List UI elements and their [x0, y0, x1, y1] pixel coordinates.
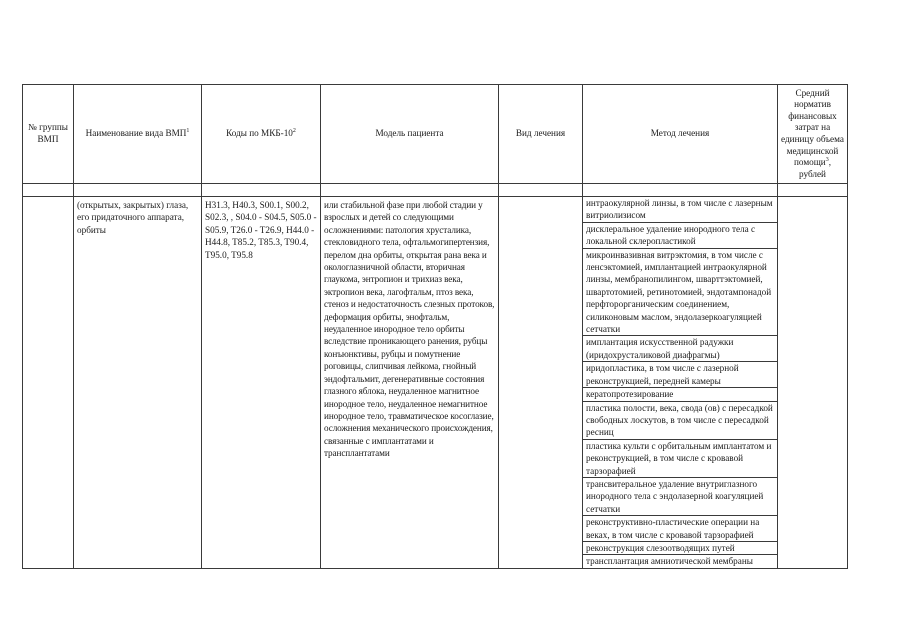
cell-treatment-methods: [583, 197, 778, 569]
method-item: кератопротезирование: [583, 388, 777, 401]
header-vmp-name: Наименование вида ВМП$^1$: [74, 85, 202, 184]
method-item: пластика культи с орбитальным имплантатом и реконструкцией, в том числе с кровавой тарзорафией: [583, 440, 777, 478]
header-treatment-type: Вид лечения: [499, 85, 583, 184]
method-item: трансвитеральное удаление внутриглазного инородного тела с эндолазерной коагуляцией сетчатки: [583, 478, 777, 516]
header-cost: Средний норматив финансовых затрат на единицу объема медицинской помощи$^3$, рублей: [778, 85, 848, 184]
cell-cost: [778, 197, 848, 569]
method-item: пластика полости, века, свода (ов) с пересадкой свободных лоскутов, в том числе с пересадкой ресниц: [583, 402, 777, 440]
header-icd-codes: Коды по МКБ-$10^2$: [202, 85, 321, 184]
method-item: иридопластика, в том числе с лазерной реконструкцией, передней камеры: [583, 362, 777, 388]
method-item: микроинвазивная витрэктомия, в том числе с ленсэктомией, имплантацией интраокулярной линзы, мембранопилингом, шварттэктомией, швартотомией, ретинотомией, эндотампонадой перфторорганическим соединением, силиконовым маслом, эндолазеркоагуляцией сетчатки: [583, 249, 777, 337]
method-item: реконструктивно-пластические операции на веках, в том числе с кровавой тарзорафией: [583, 516, 777, 542]
cell-patient-model: или стабильной фазе при любой стадии у взрослых и детей со следующими осложнениями: патология хрусталика, стекловидного тела, офтальмогипертензия, перелом дна орбиты, открытая рана века и окологлазничной области, вторичная глаукома, энтропион и трихиаз века, эктропион века, лагофтальм, птоз века, стеноз и недостаточность слезных протоков, деформация орбиты, энофтальм, неудаленное инородное тело орбиты вследствие проникающего ранения, рубцы конъюнктивы, рубцы и помутнение роговицы, слипчивая лейкома, гнойный эндофтальмит, дегенеративные состояния глазного яблока, неудаленное магнитное инородное тело, неудаленное немагнитное инородное тело, травматическое косоглазие, осложнения механического происхождения, связанные с имплантатами и трансплантатами: [321, 197, 499, 569]
method-item: дисклеральное удаление инородного тела с локальной склеропластикой: [583, 223, 777, 249]
header-row: [23, 85, 848, 184]
method-item: интраокулярной линзы, в том числе с лазерным витриолизисом: [583, 197, 777, 223]
cell-icd-codes: H31.3, H40.3, S00.1, S00.2, S02.3, , S04.0 - S04.5, S05.0 - S05.9, T26.0 - T26.9, H44.0 - H44.8, T85.2, T85.3, T90.4, T95.0, T95.8: [202, 197, 321, 569]
header-group-no: № группы ВМП: [23, 85, 74, 184]
method-item: трансплантация амниотической мембраны: [586, 556, 753, 567]
header-patient-model: Модель пациента: [321, 85, 499, 184]
method-item: имплантация искусственной радужки (иридохрусталиковой диафрагмы): [583, 336, 777, 362]
method-item: реконструкция слезоотводящих путей: [583, 542, 777, 555]
spacer-row: [23, 184, 848, 197]
cell-vmp-name: (открытых, закрытых) глаза, его придаточного аппарата, орбиты: [74, 197, 202, 569]
vmp-table: [22, 84, 848, 569]
table-row: [23, 197, 848, 569]
cell-treatment-type: [499, 197, 583, 569]
header-treatment-method: Метод лечения: [583, 85, 778, 184]
cell-group-no: [23, 197, 74, 569]
